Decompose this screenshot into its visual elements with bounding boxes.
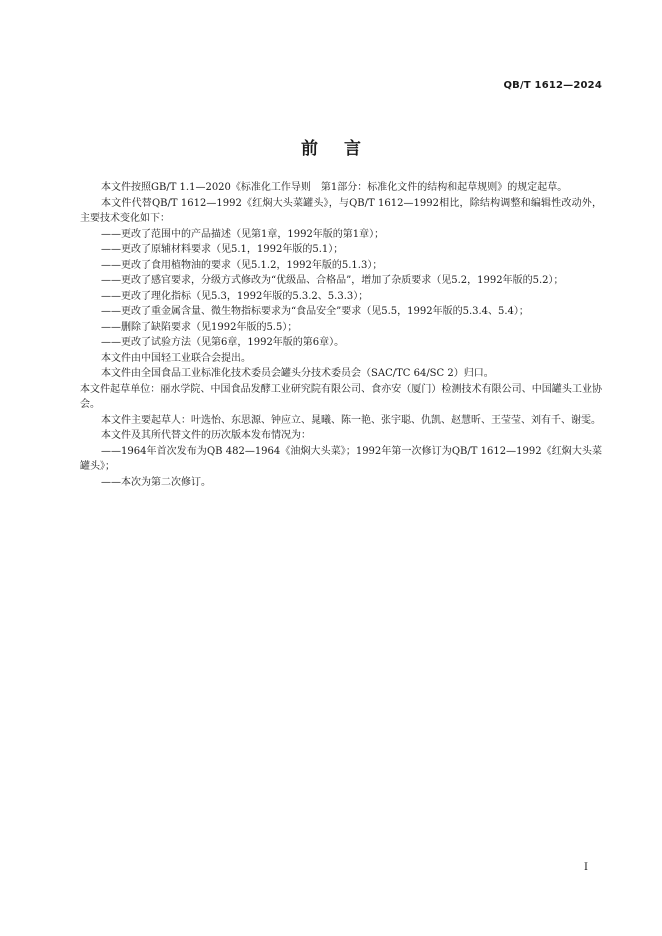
- document-code: QB/T 1612—2024: [503, 80, 602, 91]
- change-item-raw-materials: ——更改了原辅材料要求（见5.1，1992年版的5.1）；: [101, 244, 344, 255]
- paragraph-responsible-committee: 本文件由全国食品工业标准化技术委员会罐头分技术委员会（SAC/TC 64/SC 2）归口。: [101, 368, 494, 379]
- change-item-scope: ——更改了范围中的产品描述（见第1章，1992年版的第1章）；: [101, 228, 385, 240]
- change-item-defects: ——删除了缺陷要求（见1992年版的5.5）；: [101, 321, 298, 333]
- foreword-body: [80, 180, 602, 490]
- change-item-sensory: ——更改了感官要求，分级方式修改为“优级品、合格品”，增加了杂质要求（见5.2，1992年版的5.2）；: [101, 275, 564, 286]
- paragraph-version-history-intro: 本文件及其所代替文件的历次版本发布情况为：: [101, 430, 311, 441]
- change-item-test-methods: ——更改了试验方法（见第6章，1992年版的第6章）。: [101, 337, 345, 348]
- history-item-current-revision: ——本次为第二次修订。: [101, 476, 211, 488]
- paragraph-replacement-statement: 本文件代替QB/T 1612—1992《红焖大头菜罐头》，与QB/T 1612—1992相比，除结构调整和编辑性改动外，主要技术变化如下：: [80, 197, 602, 224]
- change-item-physicochemical: ——更改了理化指标（见5.3，1992年版的5.3.2、5.3.3）；: [101, 290, 369, 302]
- change-item-edible-oil: ——更改了食用植物油的要求（见5.1.2，1992年版的5.1.3）；: [101, 259, 383, 271]
- paragraph-proposer: 本文件由中国轻工业联合会提出。: [101, 352, 251, 364]
- page-number: I: [584, 862, 588, 873]
- change-item-food-safety: ——更改了重金属含量、微生物指标要求为“食品安全”要求（见5.5，1992年版的5.3.4、5.4）；: [101, 306, 529, 317]
- history-item-first-publication: ——1964年首次发布为QB 482—1964《油焖大头菜》；1992年第一次修订为QB/T 1612—1992《红焖大头菜罐头》；: [80, 445, 602, 472]
- paragraph-drafters: 本文件主要起草人：叶选怡、东思源、钟应立、晁曦、陈一艳、张宇聪、仇凯、赵慧昕、王莹莹、刘有千、谢雯。: [101, 414, 601, 426]
- paragraph-drafting-rules: 本文件按照GB/T 1.1—2020《标准化工作导则 第1部分：标准化文件的结构和起草规则》的规定起草。: [101, 182, 568, 193]
- paragraph-drafting-organizations: 本文件起草单位：丽水学院、中国食品发酵工业研究院有限公司、食亦安（厦门）检测技术有限公司、中国罐头工业协会。: [80, 383, 602, 410]
- page-title: 前言: [301, 139, 387, 159]
